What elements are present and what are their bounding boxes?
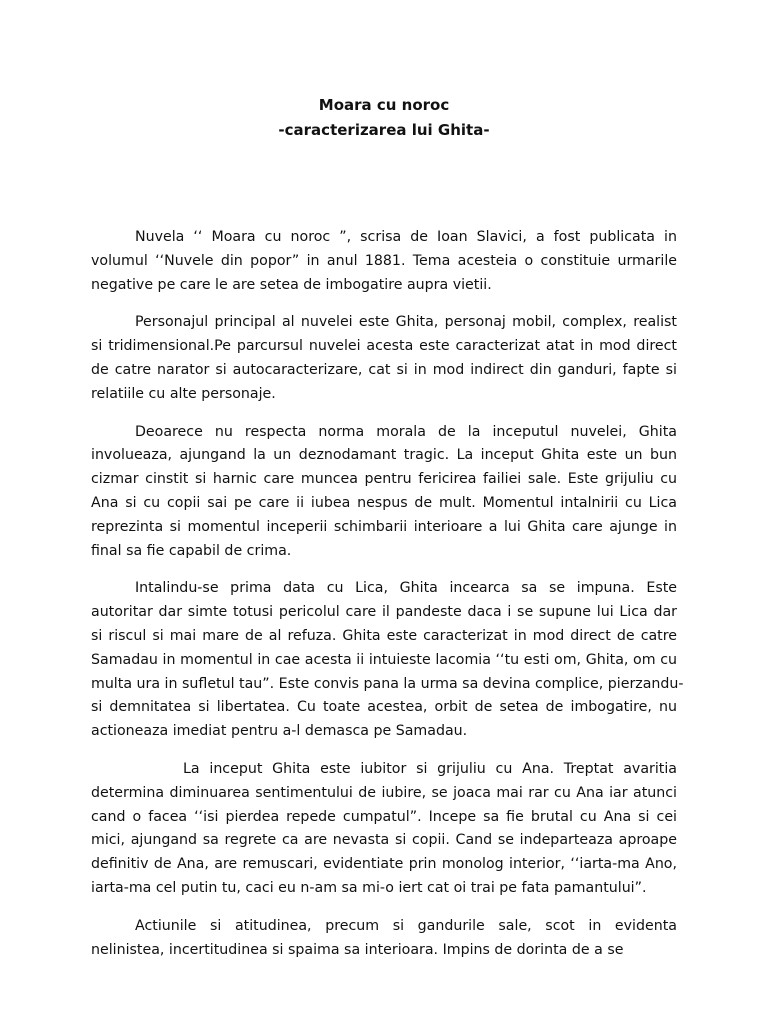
paragraph-line: si demnitatea si libertatea. Cu toate acestea, orbit de setea de imbogatire, nu (91, 699, 677, 716)
document-body (91, 226, 684, 976)
paragraph-line: si riscul si mai mare de al refuza. Ghita este caracterizat in mod direct de catre (91, 627, 677, 644)
paragraph-line: autoritar dar simte totusi pericolul care il pandeste daca i se supune lui Lica dar (91, 604, 677, 621)
paragraph-line: determina diminuarea sentimentului de iubire, se joaca mai rar cu Ana iar atunci (91, 784, 677, 801)
paragraph (91, 577, 684, 744)
paragraph (91, 758, 677, 901)
paragraph-line: mici, ajungand sa regrete ca are nevasta si copii. Cand se indeparteaza aproape (91, 832, 677, 849)
paragraph-line: Intalindu-se prima data cu Lica, Ghita incearca sa se impuna. Este (135, 580, 677, 597)
paragraph-line: final sa fie capabil de crima. (91, 542, 292, 559)
paragraph-line: Nuvela ‘‘ Moara cu noroc ”, scrisa de Ioan Slavici, a fost publicata in (135, 229, 677, 245)
document-title: Moara cu noroc (318, 96, 450, 114)
paragraph-line: Ana si cu copii sai pe care ii iubea nespus de mult. Momentul intalnirii cu Lica (91, 494, 677, 511)
paragraph-line: cizmar cinstit si harnic care muncea pentru fericirea failiei sale. Este grijuliu cu (91, 471, 677, 488)
paragraph-line: de catre narator si autocaracterizare, cat si in mod indirect din ganduri, fapte si (91, 361, 677, 378)
paragraph-line: involueaza, ajungand la un deznodamant tragic. La inceput Ghita este un bun (91, 447, 677, 464)
paragraph-line: Samadau in momentul in cae acesta ii intuieste lacomia ‘‘tu esti om, Ghita, om cu (91, 651, 677, 668)
paragraph (91, 311, 677, 406)
title-block (0, 93, 768, 143)
paragraph-line: nelinistea, incertitudinea si spaima sa interioara. Impins de dorinta de a se (91, 941, 624, 958)
paragraph-line: cand o facea ‘‘isi pierdea repede cumpatul”. Incepe sa fie brutal cu Ana si cei (91, 808, 677, 825)
paragraph-line: multa ura in sufletul tau”. Este convis pana la urma sa devina complice, pierzandu- (91, 675, 684, 692)
paragraph-line: definitiv de Ana, are remuscari, evidentiate prin monolog interior, ‘‘iarta-ma Ano, (91, 856, 677, 873)
paragraph-line: negative pe care le are setea de imbogatire aupra vietii. (91, 276, 492, 293)
paragraph-line: reprezinta si momentul inceperii schimbarii interioare a lui Ghita care ajunge in (91, 518, 677, 535)
paragraph (91, 915, 677, 963)
paragraph-line: Actiunile si atitudinea, precum si gandurile sale, scot in evidenta (135, 917, 677, 934)
paragraph-line: iarta-ma cel putin tu, caci eu n-am sa mi-o iert cat oi trai pe fata pamantului”. (91, 879, 647, 896)
paragraph-line: relatiile cu alte personaje. (91, 385, 276, 402)
paragraph-line: Personajul principal al nuvelei este Ghita, personaj mobil, complex, realist (135, 314, 677, 331)
paragraph-line: Deoarece nu respecta norma morala de la inceputul nuvelei, Ghita (135, 423, 677, 440)
paragraph-line: volumul ‘‘Nuvele din popor” in anul 1881. Tema acesteia o constituie urmarile (91, 252, 677, 269)
paragraph-line: La inceput Ghita este iubitor si grijuliu cu Ana. Treptat avaritia (183, 760, 677, 777)
paragraph-line: actioneaza imediat pentru a-l demasca pe Samadau. (91, 723, 468, 740)
paragraph-line: si tridimensional.Pe parcursul nuvelei acesta este caracterizat atat in mod direct (91, 338, 677, 355)
paragraph (91, 421, 677, 564)
document-subtitle: -caracterizarea lui Ghita- (278, 121, 490, 139)
paragraph (91, 226, 677, 297)
